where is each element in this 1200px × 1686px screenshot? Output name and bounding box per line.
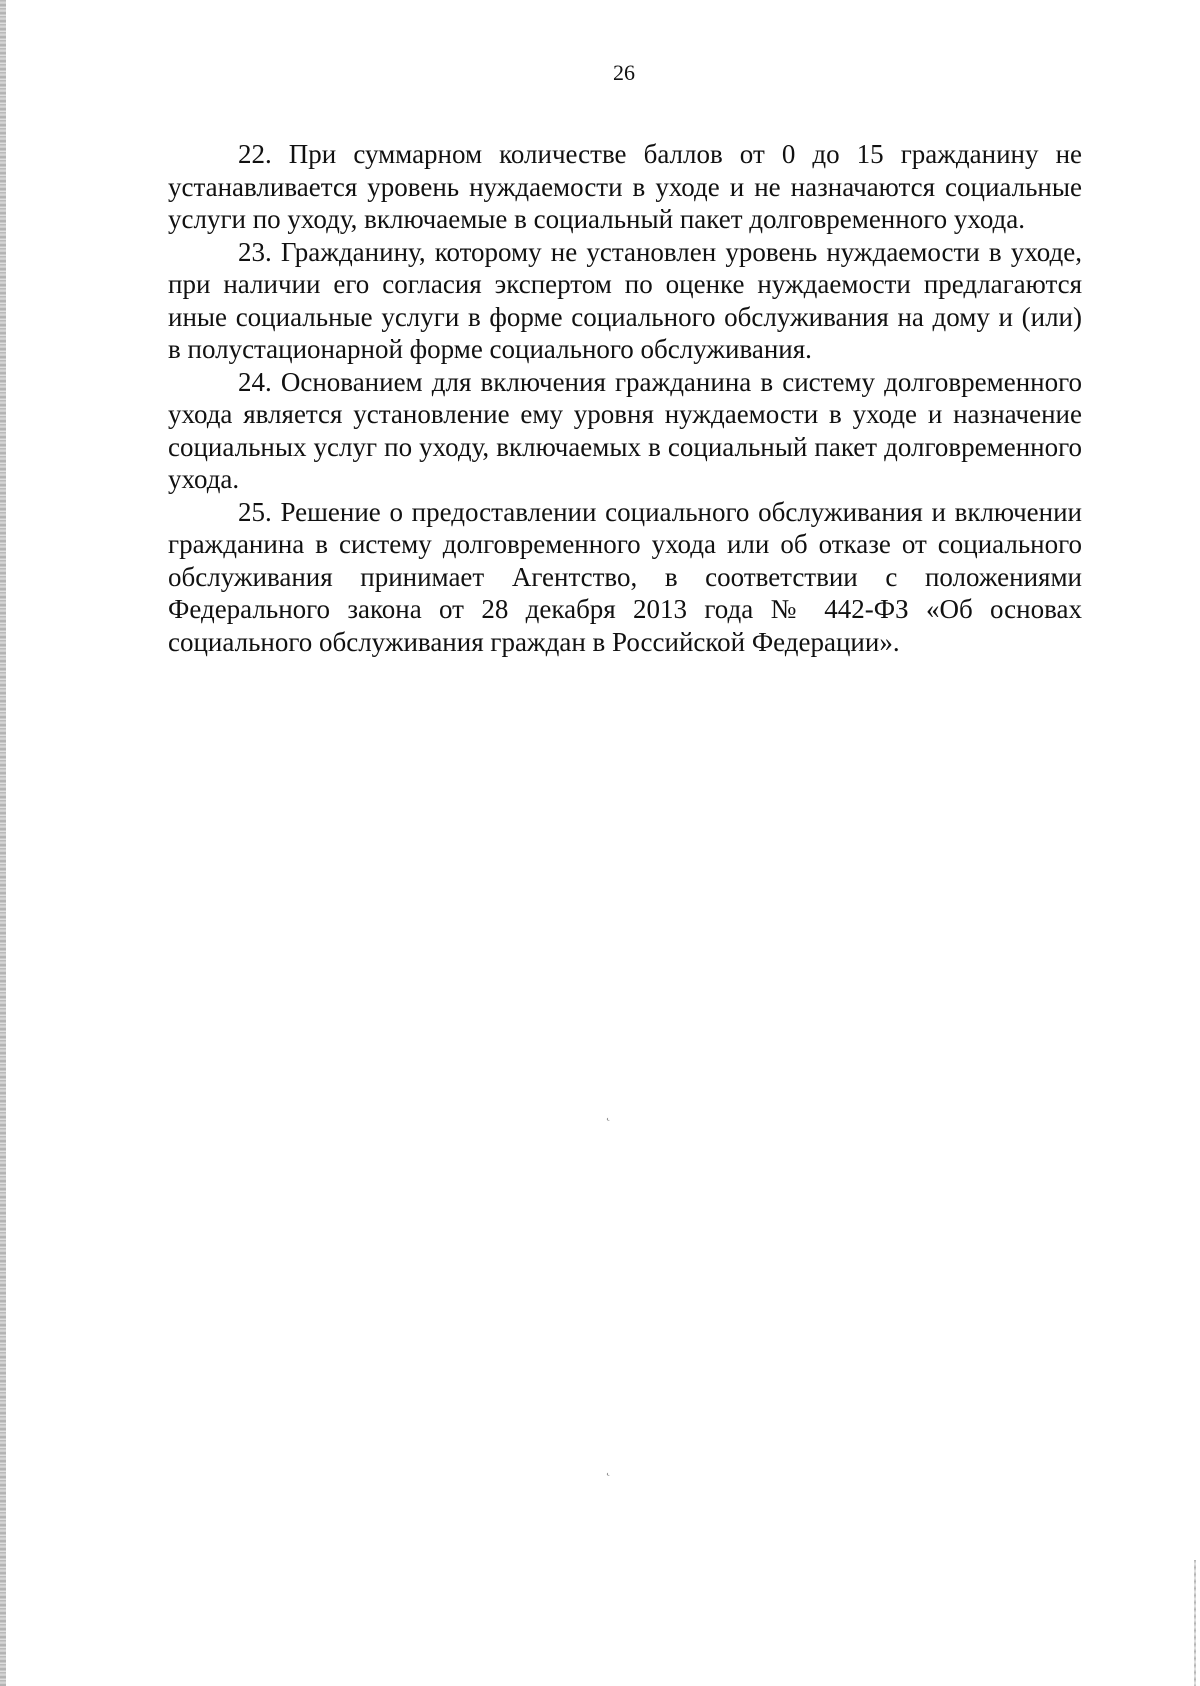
scan-speck: ˛ <box>606 1107 611 1122</box>
scan-speck: ˛ <box>606 1462 611 1477</box>
paragraph-22: 22. При суммарном количестве баллов от 0 до 15 гражданину не устанавливается уровень нуждаемости в уходе и не назначаются социальные услуги по уходу, включаемые в социальный пакет долговременного ухода. <box>168 139 1082 234</box>
page-number: 26 <box>613 60 635 85</box>
paragraph-24: 24. Основанием для включения гражданина в систему долговременного ухода является установление ему уровня нуждаемости в уходе и назначение социальных услуг по уходу, включаемых в социальный пакет долговременного ухода. <box>168 366 1082 494</box>
paragraph-23: 23. Гражданину, которому не установлен уровень нуждаемости в уходе, при наличии его согласия экспертом по оценке нуждаемости предлагаются иные социальные услуги в форме социального обслуживания на дому и (или) в полустационарной форме социального обслуживания. <box>168 236 1082 364</box>
scan-edge-left <box>0 0 6 1686</box>
paragraph-25: 25. Решение о предоставлении социального обслуживания и включении гражданина в систему долговременного ухода или об отказе от социального обслуживания принимает Агентство, в соответствии с положениями Федерального закона от 28 декабря 2013 года № 442-ФЗ «Об основах социального обслуживания граждан в Российской Федерации». <box>168 496 1082 657</box>
scan-edge-right <box>1194 1560 1196 1686</box>
document-body <box>168 138 1082 658</box>
